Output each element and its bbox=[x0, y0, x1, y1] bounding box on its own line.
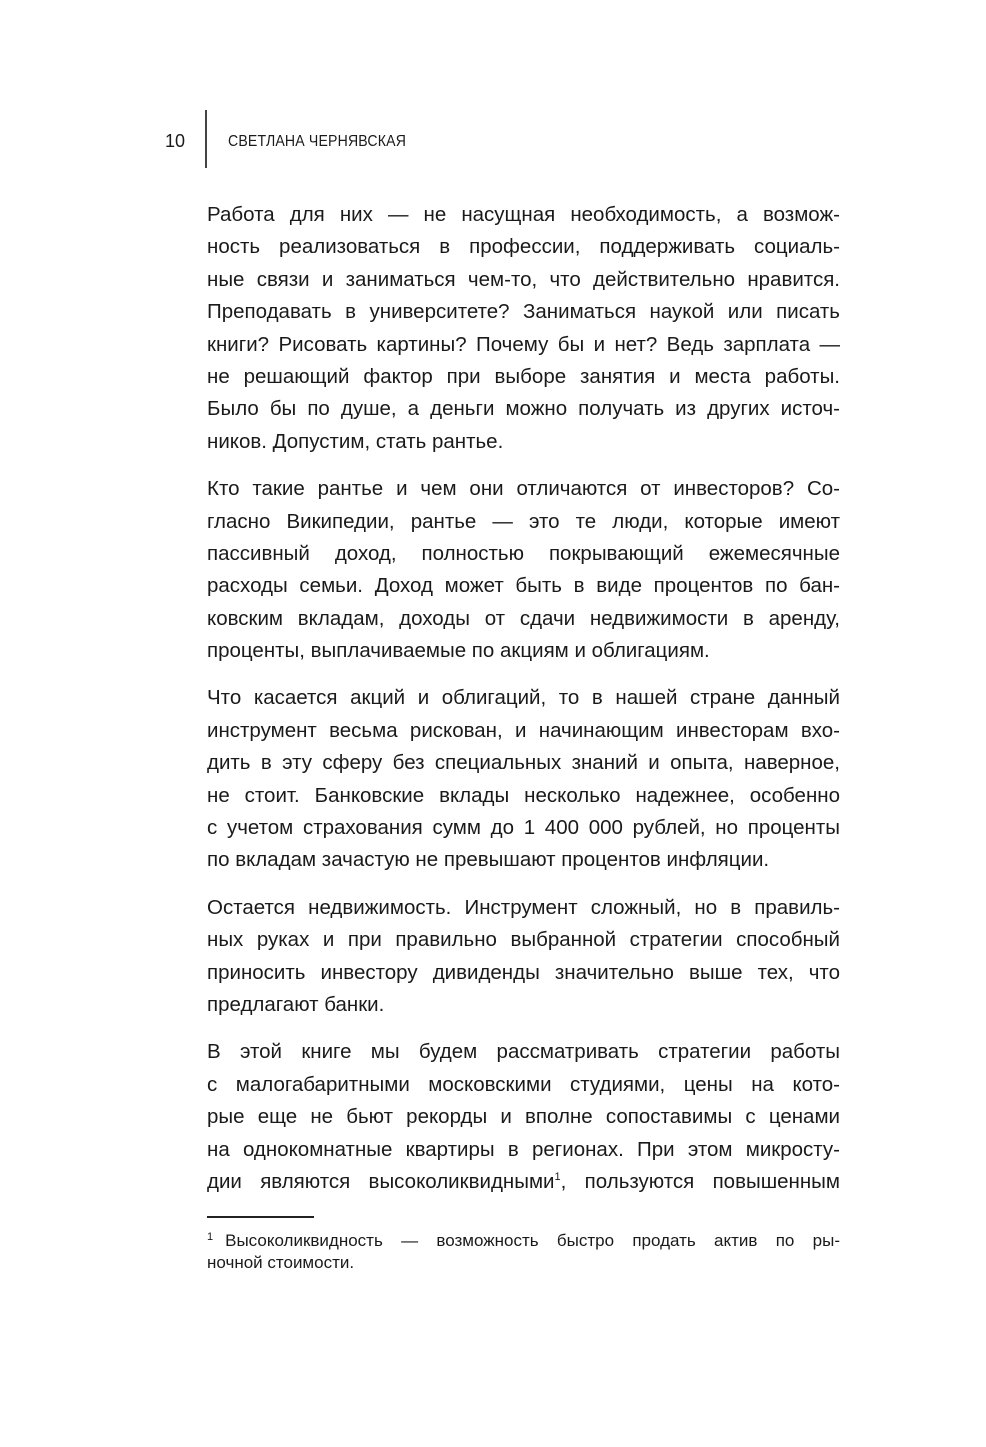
body-text bbox=[207, 199, 840, 1213]
text-line: гласно Википедии, рантье — это те люди, которые имеют bbox=[207, 509, 840, 533]
footnote-line: Высоколиквидность — возможность быстро продать актив по ры- bbox=[225, 1231, 840, 1250]
text-line: расходы семьи. Доход может быть в виде процентов по бан- bbox=[207, 574, 840, 598]
text-line: Преподавать в университете? Заниматься наукой или писать bbox=[207, 300, 840, 324]
text-line: дить в эту сферу без специальных знаний и опыта, наверное, bbox=[207, 751, 840, 775]
text-line: на однокомнатные квартиры в регионах. При этом микросту- bbox=[207, 1137, 840, 1161]
paragraph bbox=[207, 892, 840, 1022]
text-line: приносить инвестору дивиденды значительно выше тех, что bbox=[207, 960, 840, 984]
paragraph bbox=[207, 199, 840, 458]
text-line: с учетом страхования сумм до 1 400 000 рублей, но проценты bbox=[207, 816, 840, 840]
text-line: Остается недвижимость. Инструмент сложный, но в правиль- bbox=[207, 895, 840, 919]
text-line: по вкладам зачастую не превышают процентов инфляции. bbox=[207, 848, 770, 872]
text-line: не стоит. Банковские вклады несколько надежнее, особенно bbox=[207, 783, 840, 807]
paragraph bbox=[207, 1036, 840, 1198]
text-line: ников. Допустим, стать рантье. bbox=[207, 429, 504, 453]
text-line bbox=[207, 1166, 840, 1198]
footnote-rule bbox=[207, 1216, 314, 1218]
footnote-reference[interactable]: 1 bbox=[554, 1170, 561, 1183]
text-line: ность реализоваться в профессии, поддерживать социаль- bbox=[207, 235, 840, 259]
text-line: проценты, выплачиваемые по акциям и облигациям. bbox=[207, 639, 710, 663]
footnote-marker: 1 bbox=[207, 1231, 214, 1243]
text-line: Кто такие рантье и чем они отличаются от инвесторов? Со- bbox=[207, 477, 840, 501]
text-line: книги? Рисовать картины? Почему бы и нет? Ведь зарплата — bbox=[207, 332, 840, 356]
text-line: с малогабаритными московскими студиями, цены на кото- bbox=[207, 1072, 840, 1096]
text-line: Работа для них — не насущная необходимость, а возмож- bbox=[207, 203, 840, 226]
text-line: Было бы по душе, а деньги можно получать из других источ- bbox=[207, 397, 840, 421]
text-fragment: дии являются высоколиквидными bbox=[207, 1169, 555, 1193]
text-line: инструмент весьма рискован, и начинающим инвесторам вхо- bbox=[207, 718, 840, 742]
text-line: не решающий фактор при выборе занятия и места работы. bbox=[207, 364, 840, 388]
running-head: СВЕТЛАНА ЧЕРНЯВСКАЯ bbox=[228, 133, 407, 150]
text-line: рые еще не бьют рекорды и вполне сопоставимы с ценами bbox=[207, 1105, 840, 1129]
text-line: Что касается акций и облигаций, то в нашей стране данный bbox=[207, 686, 840, 710]
text-line: ные связи и заниматься чем-то, что действительно нравится. bbox=[207, 267, 840, 291]
text-line: ковским вкладам, доходы от сдачи недвижимости в аренду, bbox=[207, 606, 840, 630]
text-line: ных руках и при правильно выбранной стратегии способный bbox=[207, 928, 840, 952]
footnote-line: ночной стоимости. bbox=[207, 1253, 355, 1272]
text-line: пассивный доход, полностью покрывающий ежемесячные bbox=[207, 541, 840, 565]
footnote bbox=[207, 1224, 840, 1276]
text-line: В этой книге мы будем рассматривать стратегии работы bbox=[207, 1040, 840, 1064]
text-fragment: , пользуются повышенным bbox=[560, 1169, 841, 1193]
page-number: 10 bbox=[165, 131, 186, 151]
paragraph bbox=[207, 473, 840, 667]
header-divider bbox=[205, 110, 207, 168]
paragraph bbox=[207, 682, 840, 876]
text-line: предлагают банки. bbox=[207, 992, 385, 1016]
